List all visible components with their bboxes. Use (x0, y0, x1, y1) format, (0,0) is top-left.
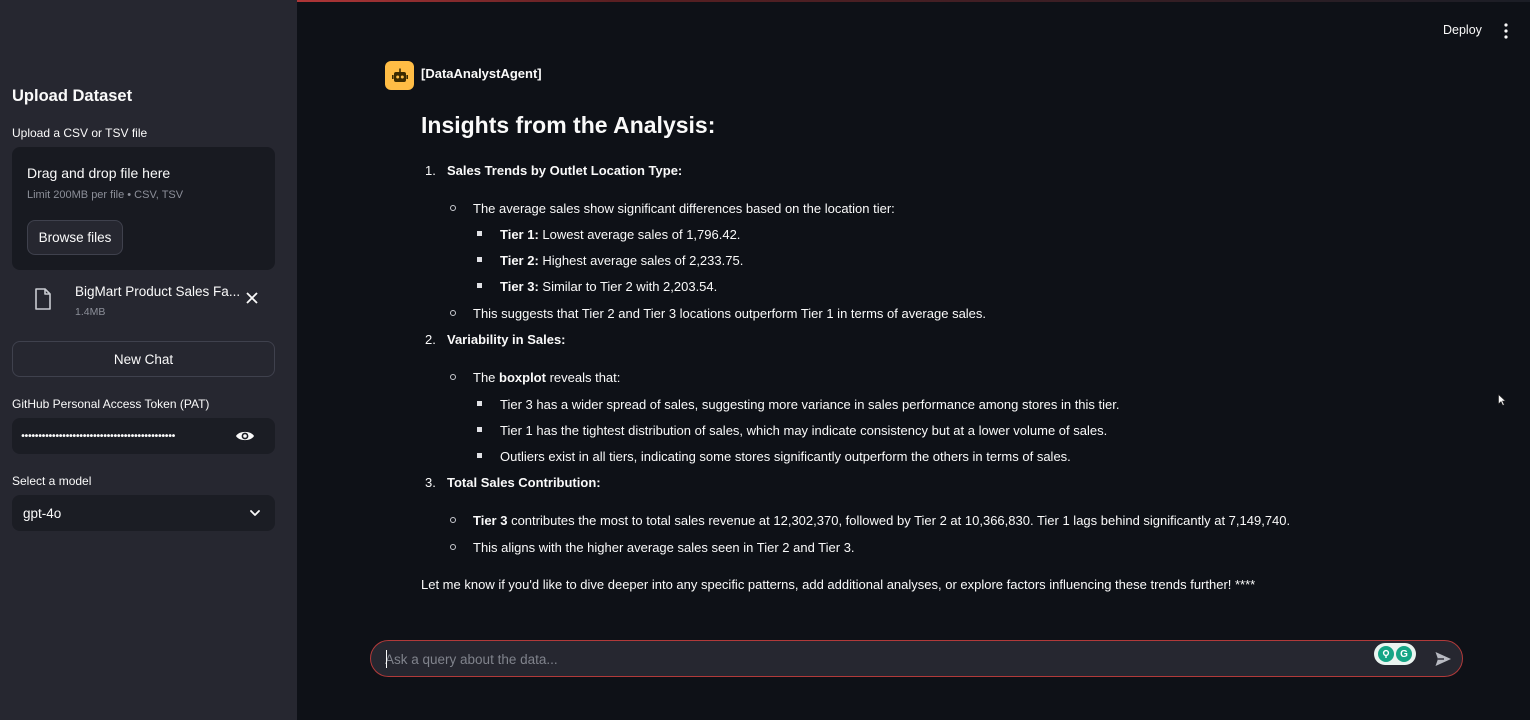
text-fragment: contributes the most to total sales revenue at 12,302,370, followed by Tier 2 at 10,366,830. Tier 1 lags behind significantly at 7,149,740. (507, 513, 1291, 528)
square-bullet (477, 401, 482, 406)
uploaded-file (12, 280, 275, 326)
tier-text: Similar to Tier 2 with 2,203.54. (538, 279, 718, 294)
tier-label: Tier 2: (500, 253, 539, 268)
model-select[interactable] (12, 495, 275, 531)
circle-bullet (450, 310, 456, 316)
section-heading: Total Sales Contribution: (447, 475, 601, 490)
grammarly-g-icon: G (1396, 646, 1412, 662)
list-item: This aligns with the higher average sales seen in Tier 2 and Tier 3. (473, 540, 855, 555)
square-bullet (477, 231, 482, 236)
list-item (473, 513, 1290, 528)
mouse-cursor-icon (1498, 394, 1506, 406)
new-chat-button[interactable]: New Chat (12, 341, 275, 377)
tier-label: Tier 3: (500, 279, 539, 294)
more-menu-icon[interactable] (1500, 22, 1512, 40)
grammarly-dot-icon (1378, 646, 1394, 662)
bold-term: Tier 3 (473, 513, 508, 528)
circle-bullet (450, 517, 456, 523)
section-heading: Variability in Sales: (447, 332, 566, 347)
square-bullet (477, 283, 482, 288)
dropzone-title: Drag and drop file here (27, 165, 171, 181)
model-value: gpt-4o (23, 506, 62, 521)
square-bullet (477, 453, 482, 458)
send-icon[interactable] (1434, 650, 1452, 668)
bold-term: boxplot (499, 370, 546, 385)
square-bullet (477, 257, 482, 262)
file-dropzone[interactable] (12, 147, 275, 270)
section-heading: Sales Trends by Outlet Location Type: (447, 163, 683, 178)
sidebar-heading: Upload Dataset (12, 87, 133, 105)
grammarly-icon[interactable] (1374, 643, 1416, 665)
chat-input[interactable] (385, 649, 1345, 669)
circle-bullet (450, 374, 456, 380)
upload-label: Upload a CSV or TSV file (12, 126, 148, 140)
tier-text: Highest average sales of 2,233.75. (538, 253, 744, 268)
section-number: 1. (425, 163, 436, 178)
section-number: 2. (425, 332, 436, 347)
file-icon (34, 288, 52, 310)
browse-files-button[interactable]: Browse files (27, 220, 123, 255)
robot-icon (391, 67, 409, 85)
circle-bullet (450, 544, 456, 550)
tier-label: Tier 1: (500, 227, 539, 242)
pat-field[interactable] (12, 418, 275, 454)
sidebar (0, 0, 297, 720)
model-label: Select a model (12, 474, 92, 488)
bot-avatar (385, 61, 414, 90)
chevron-down-icon (248, 506, 262, 520)
pat-label: GitHub Personal Access Token (PAT) (12, 397, 210, 411)
list-item (500, 227, 740, 242)
dropzone-limit: Limit 200MB per file • CSV, TSV (27, 189, 184, 201)
list-item: The average sales show significant differences based on the location tier: (473, 201, 895, 216)
agent-name: [DataAnalystAgent] (421, 66, 542, 81)
list-item (500, 279, 717, 294)
text-fragment: The (473, 370, 500, 385)
chat-input-bar[interactable] (370, 640, 1463, 677)
eye-icon[interactable] (235, 428, 255, 444)
closing-text: Let me know if you'd like to dive deeper into any specific patterns, add additional analyses, or explore factors influencing these trends further! **** (421, 577, 1256, 592)
remove-file-close-icon[interactable] (244, 290, 260, 306)
file-name: BigMart Product Sales Fa... (75, 284, 241, 299)
circle-bullet (450, 205, 456, 211)
section-number: 3. (425, 475, 436, 490)
list-item: Outliers exist in all tiers, indicating some stores significantly outperform the others in terms of sales. (500, 449, 1071, 464)
list-item: Tier 3 has a wider spread of sales, suggesting more variance in sales performance among stores in this tier. (500, 397, 1120, 412)
text-fragment: reveals that: (545, 370, 621, 385)
list-item (473, 370, 620, 385)
file-size: 1.4MB (75, 306, 106, 318)
deploy-button[interactable]: Deploy (1443, 23, 1482, 37)
message-title: Insights from the Analysis: (421, 112, 716, 138)
list-item (500, 253, 743, 268)
tier-text: Lowest average sales of 1,796.42. (538, 227, 741, 242)
list-item: This suggests that Tier 2 and Tier 3 locations outperform Tier 1 in terms of average sales. (473, 306, 987, 321)
list-item: Tier 1 has the tightest distribution of sales, which may indicate consistency but at a lower volume of sales. (500, 423, 1108, 438)
pat-input[interactable] (20, 426, 225, 446)
text-caret (386, 650, 387, 668)
square-bullet (477, 427, 482, 432)
